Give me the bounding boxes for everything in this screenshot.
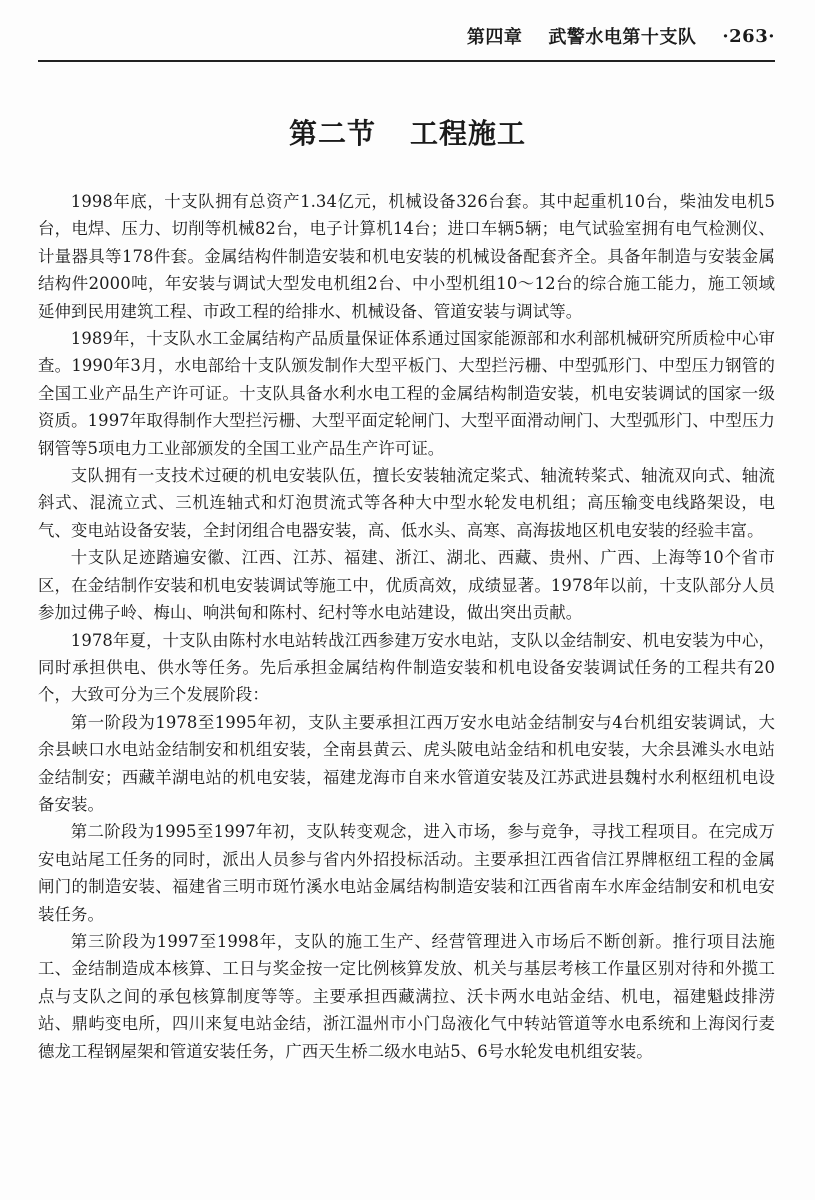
- paragraph: 支队拥有一支技术过硬的机电安装队伍，擅长安装轴流定桨式、轴流转桨式、轴流双向式、轴流斜式、混流立式、三机连轴式和灯泡贯流式等各种大中型水轮发电机组；高压输变电线路架设，电气、变电站设备安装，全封闭组合电器安装，高、低水头、高寒、高海拔地区机电安装的经验丰富。: [38, 466, 775, 540]
- header-rule: [38, 60, 775, 62]
- chapter-label: 第四章: [466, 27, 523, 48]
- running-header: [38, 18, 775, 54]
- paragraph: 1989年，十支队水工金属结构产品质量保证体系通过国家能源部和水利部机械研究所质检中心审查。1990年3月，水电部给十支队颁发制作大型平板门、大型拦污栅、中型弧形门、中型压力钢管的全国工业产品生产许可证。十支队具备水利水电工程的金属结构制造安装，机电安装调试的国家一级资质。1997年取得制作大型拦污栅、大型平面定轮闸门、大型平面滑动闸门、大型弧形门、中型压力钢管等5项电力工业部颁发的全国工业产品生产许可证。: [38, 329, 775, 458]
- page-number: ·263·: [722, 25, 775, 47]
- body-text: [38, 188, 775, 1065]
- chapter-title: 武警水电第十支队: [548, 27, 697, 48]
- section-title: 工程施工: [410, 117, 527, 150]
- paragraph: 第二阶段为1995至1997年初，支队转变观念，进入市场，参与竞争，寻找工程项目。在完成万安电站尾工任务的同时，派出人员参与省内外招投标活动。主要承担江西省信江界牌枢纽工程的金属闸门的制造安装、福建省三明市斑竹溪水电站金属结构制造安装和江西省南车水库金结制安和机电安装任务。: [38, 822, 775, 924]
- paragraph: 第一阶段为1978至1995年初，支队主要承担江西万安水电站金结制安与4台机组安装调试，大余县峡口水电站金结制安和机组安装，全南县黄云、虎头陂电站金结和机电安装，大余县滩头水电站金结制安；西藏羊湖电站的机电安装，福建龙海市自来水管道安装及江苏武进县魏村水利枢纽机电设备安装。: [38, 712, 775, 814]
- paragraph: 1998年底，十支队拥有总资产1.34亿元，机械设备326台套。其中起重机10台，柴油发电机5台，电焊、压力、切削等机械82台，电子计算机14台；进口车辆5辆；电气试验室拥有电气检测仪、计量器具等178件套。金属结构件制造安装和机电安装的机械设备配套齐全。具备年制造与安装金属结构件2000吨，年安装与调试大型发电机组2台、中小型机组10～12台的综合施工能力，施工领域延伸到民用建筑工程、市政工程的给排水、机械设备、管道安装与调试等。: [38, 192, 775, 321]
- section-number: 第二节: [288, 117, 376, 150]
- paragraph: 1978年夏，十支队由陈村水电站转战江西参建万安水电站，支队以金结制安、机电安装为中心，同时承担供电、供水等任务。先后承担金属结构件制造安装和机电设备安装调试任务的工程共有20个，大致可分为三个发展阶段：: [38, 630, 775, 705]
- paragraph: 十支队足迹踏遍安徽、江西、江苏、福建、浙江、湖北、西藏、贵州、广西、上海等10个省市区，在金结制作安装和机电安装调试等施工中，优质高效，成绩显著。1978年以前，十支队部分人员参加过佛子岭、梅山、响洪甸和陈村、纪村等水电站建设，做出突出贡献。: [38, 548, 775, 623]
- paragraph: 第三阶段为1997至1998年，支队的施工生产、经营管理进入市场后不断创新。推行项目法施工、金结制造成本核算、工日与奖金按一定比例核算发放、机关与基层考核工作量区别对待和外揽工点与支队之间的承包核算制度等等。主要承担西藏满拉、沃卡两水电站金结、机电，福建魁歧排涝站、鼎屿变电所，四川来复电站金结，浙江温州市小门岛液化气中转站管道等水电系统和上海闵行麦德龙工程钢屋架和管道安装任务，广西天生桥二级水电站5、6号水轮发电机组安装。: [38, 931, 775, 1061]
- section-heading: [0, 112, 815, 152]
